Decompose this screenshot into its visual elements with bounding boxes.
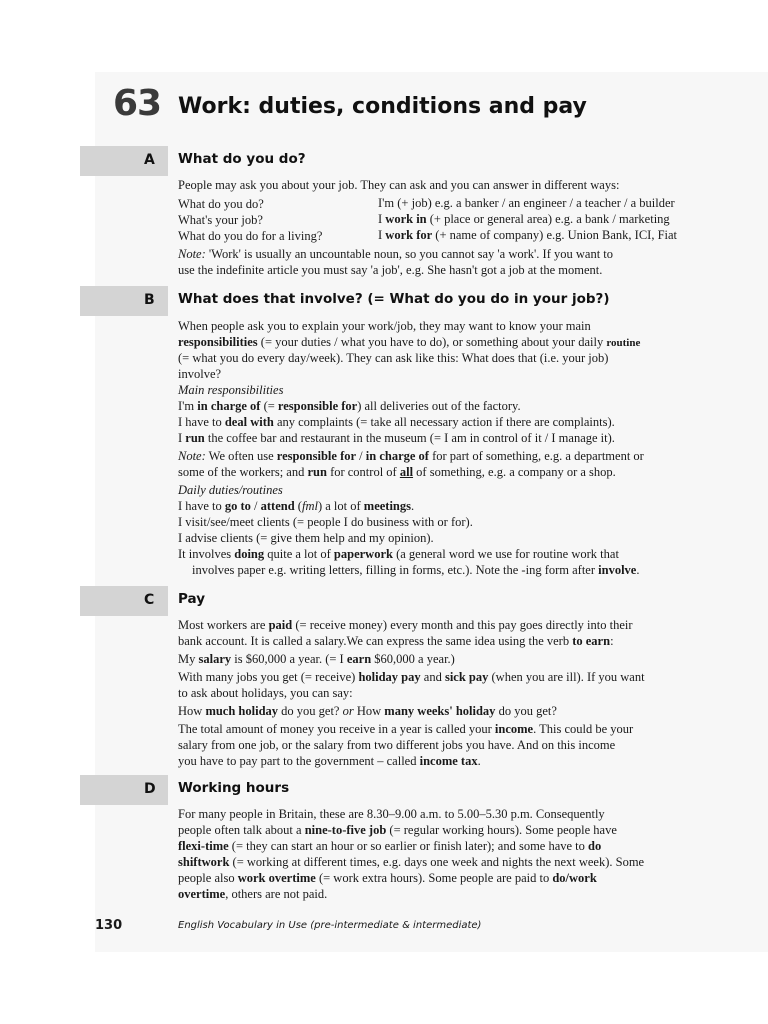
section-b-para-line-3: (= what you do every day/week). They can ask like this: What does that (i.e. your job) <box>178 351 609 365</box>
section-b-duty-4: It involves doing quite a lot of paperwork (a general word we use for routine work that <box>178 547 619 561</box>
section-b-duty-1: I have to go to / attend (fml) a lot of meetings. <box>178 499 415 513</box>
section-a-question-1: What do you do? <box>178 197 264 211</box>
book-title: English Vocabulary in Use (pre-intermediate & intermediate) <box>178 920 482 931</box>
page-number: 130 <box>95 918 123 933</box>
section-b-example-1: I'm in charge of (= responsible for) all deliveries out of the factory. <box>178 399 521 413</box>
section-b-note-line-1: Note: We often use responsible for / in charge of for part of something, e.g. a department or <box>178 449 644 463</box>
section-d-letter: D <box>144 781 156 797</box>
section-c-para-2: My salary is $60,000 a year. (= I earn $60,000 a year.) <box>178 652 455 666</box>
section-b-note-line-2: some of the workers; and run for control of all of something, e.g. a company or a shop. <box>178 465 616 479</box>
section-a-answer-1: I'm (+ job) e.g. a banker / an engineer / a teacher / a builder <box>378 196 675 210</box>
section-b-marker <box>80 286 168 316</box>
section-c-para-1-line-1: Most workers are paid (= receive money) every month and this pay goes directly into their <box>178 618 633 632</box>
section-d-line-4: shiftwork (= working at different times, e.g. days one week and nights the next week). Some <box>178 855 645 869</box>
section-b-letter: B <box>144 292 155 308</box>
section-b-para-line-1: When people ask you to explain your work/job, they may want to know your main <box>178 319 591 333</box>
section-a-heading: What do you do? <box>178 151 306 167</box>
section-a-note-line-2: use the indefinite article you must say 'a job', e.g. She hasn't got a job at the moment. <box>178 263 603 277</box>
section-a-answer-3: I work for (+ name of company) e.g. Union Bank, ICI, Fiat <box>378 228 678 242</box>
section-a-intro: People may ask you about your job. They can ask and you can answer in different ways: <box>178 178 620 192</box>
section-c-para-5-line-2: salary from one job, or the salary from two different jobs you have. And on this income <box>178 738 616 752</box>
section-a-answer-2: I work in (+ place or general area) e.g. a bank / marketing <box>378 212 670 226</box>
section-b-para-line-4: involve? <box>178 367 222 381</box>
section-d-line-5: people also work overtime (= work extra hours). Some people are paid to do/work <box>178 871 597 885</box>
section-c-para-1-line-2: bank account. It is called a salary.We can express the same idea using the verb to earn: <box>178 634 614 648</box>
unit-number: 63 <box>113 83 162 124</box>
section-b-duty-2: I visit/see/meet clients (= people I do business with or for). <box>178 515 473 529</box>
section-d-line-3: flexi-time (= they can start an hour or so earlier or finish later); and some have to do <box>178 839 602 853</box>
section-d-line-2: people often talk about a nine-to-five job (= regular working hours). Some people have <box>178 823 617 837</box>
section-c-para-5-line-3: you have to pay part to the government – called income tax. <box>178 754 481 768</box>
section-a-letter: A <box>144 152 155 168</box>
section-b-example-3: I run the coffee bar and restaurant in the museum (= I am in control of it / I manage it). <box>178 431 615 445</box>
section-c-para-3-line-2: to ask about holidays, you can say: <box>178 686 353 700</box>
section-a-question-3: What do you do for a living? <box>178 229 323 243</box>
section-b-subheading-1: Main responsibilities <box>178 383 284 397</box>
section-a-question-2: What's your job? <box>178 213 263 227</box>
section-b-heading: What does that involve? (= What do you do in your job?) <box>178 291 610 307</box>
section-b-subheading-2: Daily duties/routines <box>178 483 283 497</box>
section-d-heading: Working hours <box>178 780 290 796</box>
section-c-para-4: How much holiday do you get? or How many weeks' holiday do you get? <box>178 704 557 718</box>
section-c-heading: Pay <box>178 591 206 607</box>
unit-title: Work: duties, conditions and pay <box>178 94 587 119</box>
section-b-duty-5: involves paper e.g. writing letters, filling in forms, etc.). Note the -ing form after involve. <box>192 563 640 577</box>
section-c-marker <box>80 586 168 616</box>
section-c-para-5-line-1: The total amount of money you receive in a year is called your income. This could be your <box>178 722 634 736</box>
section-d-line-1: For many people in Britain, these are 8.30–9.00 a.m. to 5.00–5.30 p.m. Consequently <box>178 807 605 821</box>
section-b-duty-3: I advise clients (= give them help and my opinion). <box>178 531 434 545</box>
section-b-example-2: I have to deal with any complaints (= take all necessary action if there are complaints). <box>178 415 615 429</box>
section-c-para-3-line-1: With many jobs you get (= receive) holiday pay and sick pay (when you are ill). If you want <box>178 670 645 684</box>
section-a-note-line-1: Note: 'Work' is usually an uncountable noun, so you cannot say 'a work'. If you want to <box>178 247 614 261</box>
section-c-letter: C <box>144 592 155 608</box>
section-b-para-line-2: responsibilities (= your duties / what you have to do), or something about your daily routine <box>178 335 641 349</box>
section-d-line-6: overtime, others are not paid. <box>178 887 328 901</box>
